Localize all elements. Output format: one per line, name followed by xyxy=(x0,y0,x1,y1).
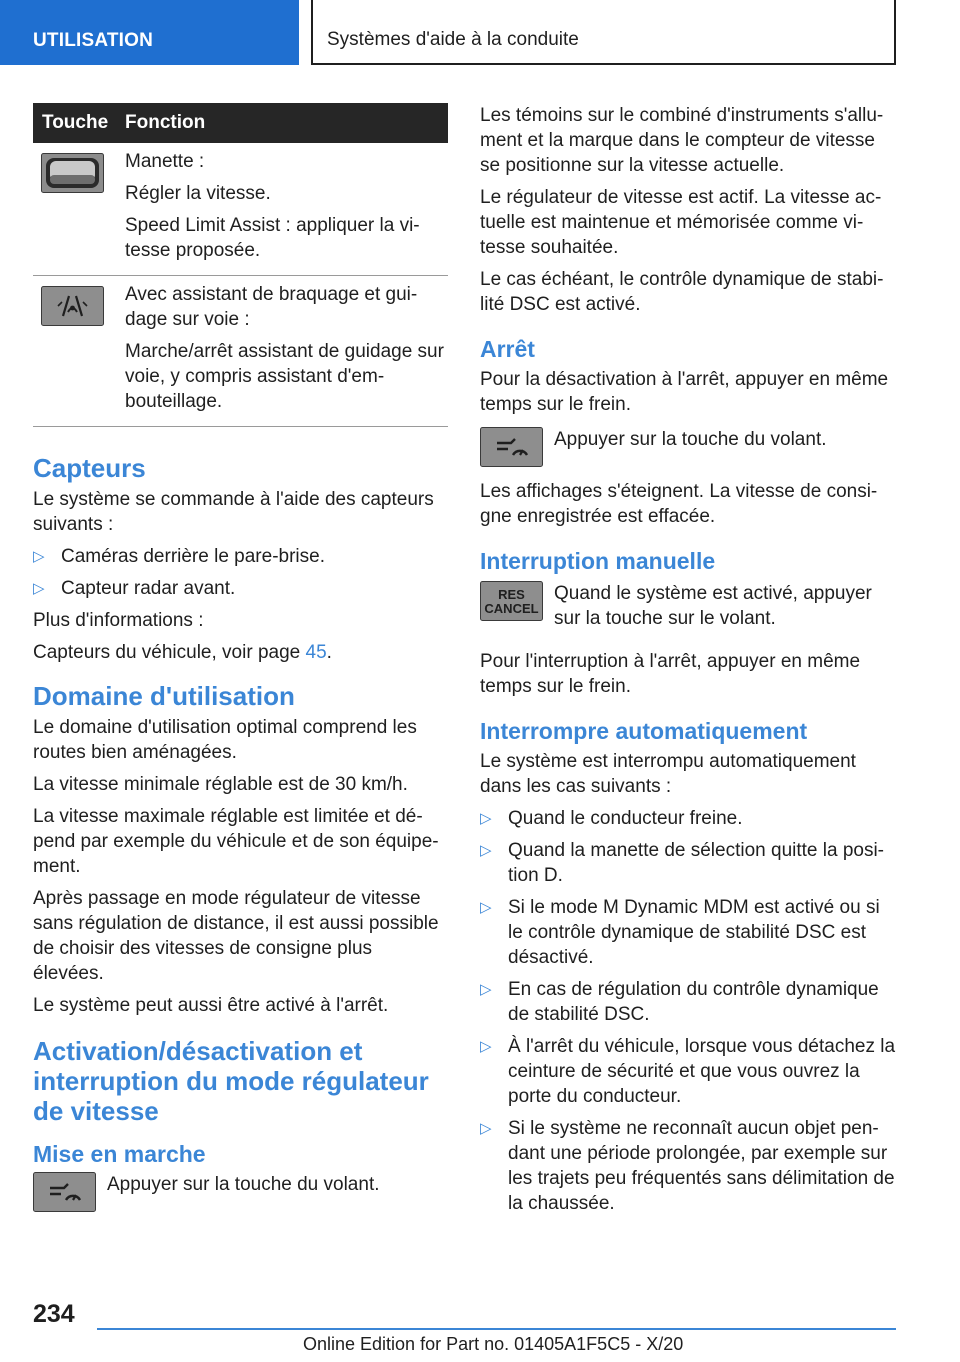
right-column xyxy=(480,103,896,1223)
list-item-text: Si le système ne reconnaît aucun objet pen-dant une période prolongée, par exemple sur les trajets peu fréquentés sans délimitation de la chaussée. xyxy=(508,1118,895,1214)
res-label: RES xyxy=(498,587,525,602)
list-item-text: Caméras derrière le pare-brise. xyxy=(61,546,325,567)
paragraph: Le régulateur de vitesse est actif. La vitesse ac-tuelle est maintenue et mémorisée comme vi-tesse souhaitée. xyxy=(480,187,882,258)
instruction-text: Appuyer sur la touche du volant. xyxy=(554,429,827,450)
paragraph: Le système peut aussi être activé à l'arrêt. xyxy=(33,995,389,1016)
instruction-text: Appuyer sur la touche du volant. xyxy=(107,1174,380,1195)
table-cell-text: Speed Limit Assist : appliquer la vi-tesse proposée. xyxy=(125,215,420,261)
list-item xyxy=(480,838,896,888)
paragraph: Le système est interrompu automatiquement dans les cas suivants : xyxy=(480,751,856,797)
paragraph: Pour l'interruption à l'arrêt, appuyer en même temps sur le frein. xyxy=(480,651,861,697)
paragraph: La vitesse maximale réglable est limitée et dé-pend par exemple du véhicule et de son équipe-ment. xyxy=(33,806,439,877)
table-header-row xyxy=(33,103,448,143)
paragraph: Le cas échéant, le contrôle dynamique de stabi-lité DSC est activé. xyxy=(480,269,884,315)
heading-mise-en-marche: Mise en marche xyxy=(33,1141,206,1167)
table-row xyxy=(33,276,448,427)
rocker-switch-icon xyxy=(41,153,104,193)
table-cell-text: Marche/arrêt assistant de guidage sur voie, y compris assistant d'em-bouteillage. xyxy=(125,341,444,412)
paragraph: Le domaine d'utilisation optimal comprend les routes bien aménagées. xyxy=(33,717,417,763)
paragraph: Pour la désactivation à l'arrêt, appuyer en même temps sur le frein. xyxy=(480,369,889,415)
paragraph: Les témoins sur le combiné d'instruments s'allu-ment et la marque dans le compteur de vitesse se positionne sur la vitesse actuelle. xyxy=(480,105,884,176)
list-item xyxy=(480,895,896,970)
res-cancel-icon xyxy=(480,581,543,621)
instruction-text: Quand le système est activé, appuyer sur la touche sur le volant. xyxy=(554,583,872,629)
chapter-tab xyxy=(311,0,896,65)
heading-capteurs: Capteurs xyxy=(33,453,146,483)
list-item xyxy=(480,1034,896,1109)
left-column xyxy=(33,103,448,1224)
cruise-control-icon xyxy=(480,427,543,467)
list-item xyxy=(480,806,896,831)
list-item xyxy=(480,977,896,1027)
table-header-key: Touche xyxy=(33,103,125,143)
list-item-text: Capteur radar avant. xyxy=(61,578,236,599)
page-link[interactable]: 45 xyxy=(305,642,327,663)
table-cell-text: Avec assistant de braquage et gui-dage sur voie : xyxy=(125,284,418,330)
bullet-triangle-icon: ▷ xyxy=(480,810,492,827)
heading-interruption: Interruption manuelle xyxy=(480,548,716,574)
bullet-triangle-icon: ▷ xyxy=(33,580,45,597)
heading-arret: Arrêt xyxy=(480,336,535,362)
bullet-triangle-icon: ▷ xyxy=(480,1038,492,1055)
icon-instruction xyxy=(480,427,896,469)
key-function-table xyxy=(33,103,448,427)
table-header-function: Fonction xyxy=(125,103,448,143)
page-reference: Capteurs du véhicule, voir page 45. xyxy=(33,642,332,663)
paragraph: Les affichages s'éteignent. La vitesse de consi-gne enregistrée est effacée. xyxy=(480,481,878,527)
icon-instruction xyxy=(480,581,896,639)
cruise-control-icon xyxy=(33,1172,96,1212)
bullet-triangle-icon: ▷ xyxy=(480,981,492,998)
edition-note: Online Edition for Part no. 01405A1F5C5 - X/20 xyxy=(303,1334,684,1354)
section-tab xyxy=(0,0,299,65)
paragraph: Après passage en mode régulateur de vitesse sans régulation de distance, il est aussi possible de choisir des vitesses de consigne plus élevées. xyxy=(33,888,439,984)
paragraph: Le système se commande à l'aide des capteurs suivants : xyxy=(33,489,434,535)
table-cell-text: Régler la vitesse. xyxy=(125,183,271,204)
paragraph: La vitesse minimale réglable est de 30 km/h. xyxy=(33,774,408,795)
table-row xyxy=(33,143,448,276)
cancel-label: CANCEL xyxy=(484,601,539,616)
footer-rule xyxy=(97,1328,896,1330)
bullet-triangle-icon: ▷ xyxy=(480,899,492,916)
bullet-triangle-icon: ▷ xyxy=(33,548,45,565)
heading-domaine: Domaine d'utilisation xyxy=(33,681,295,711)
icon-instruction xyxy=(33,1172,448,1214)
paragraph: Plus d'informations : xyxy=(33,610,204,631)
heading-activation: Activation/désactivation et interruption du mode régulateur de vitesse xyxy=(33,1036,429,1126)
list-item-text: Quand le conducteur freine. xyxy=(508,808,743,829)
list-item xyxy=(33,544,448,569)
chapter-title: Systèmes d'aide à la conduite xyxy=(327,29,579,50)
list-item-text: Quand la manette de sélection quitte la posi-tion D. xyxy=(508,840,885,886)
list-item-text: À l'arrêt du véhicule, lorsque vous détachez la ceinture de sécurité et que vous ouvrez la porte du conducteur. xyxy=(508,1036,896,1107)
list-item xyxy=(480,1116,896,1216)
heading-auto: Interrompre automatiquement xyxy=(480,718,808,744)
page-number: 234 xyxy=(33,1300,75,1328)
list-item xyxy=(33,576,448,601)
list-item-text: En cas de régulation du contrôle dynamique de stabilité DSC. xyxy=(508,979,879,1025)
bullet-triangle-icon: ▷ xyxy=(480,842,492,859)
list-item-text: Si le mode M Dynamic MDM est activé ou si le contrôle dynamique de stabilité DSC est désactivé. xyxy=(508,897,880,968)
bullet-triangle-icon: ▷ xyxy=(480,1120,492,1137)
table-cell-text: Manette : xyxy=(125,151,205,172)
section-title: UTILISATION xyxy=(33,30,154,51)
lane-assist-icon xyxy=(41,286,104,326)
